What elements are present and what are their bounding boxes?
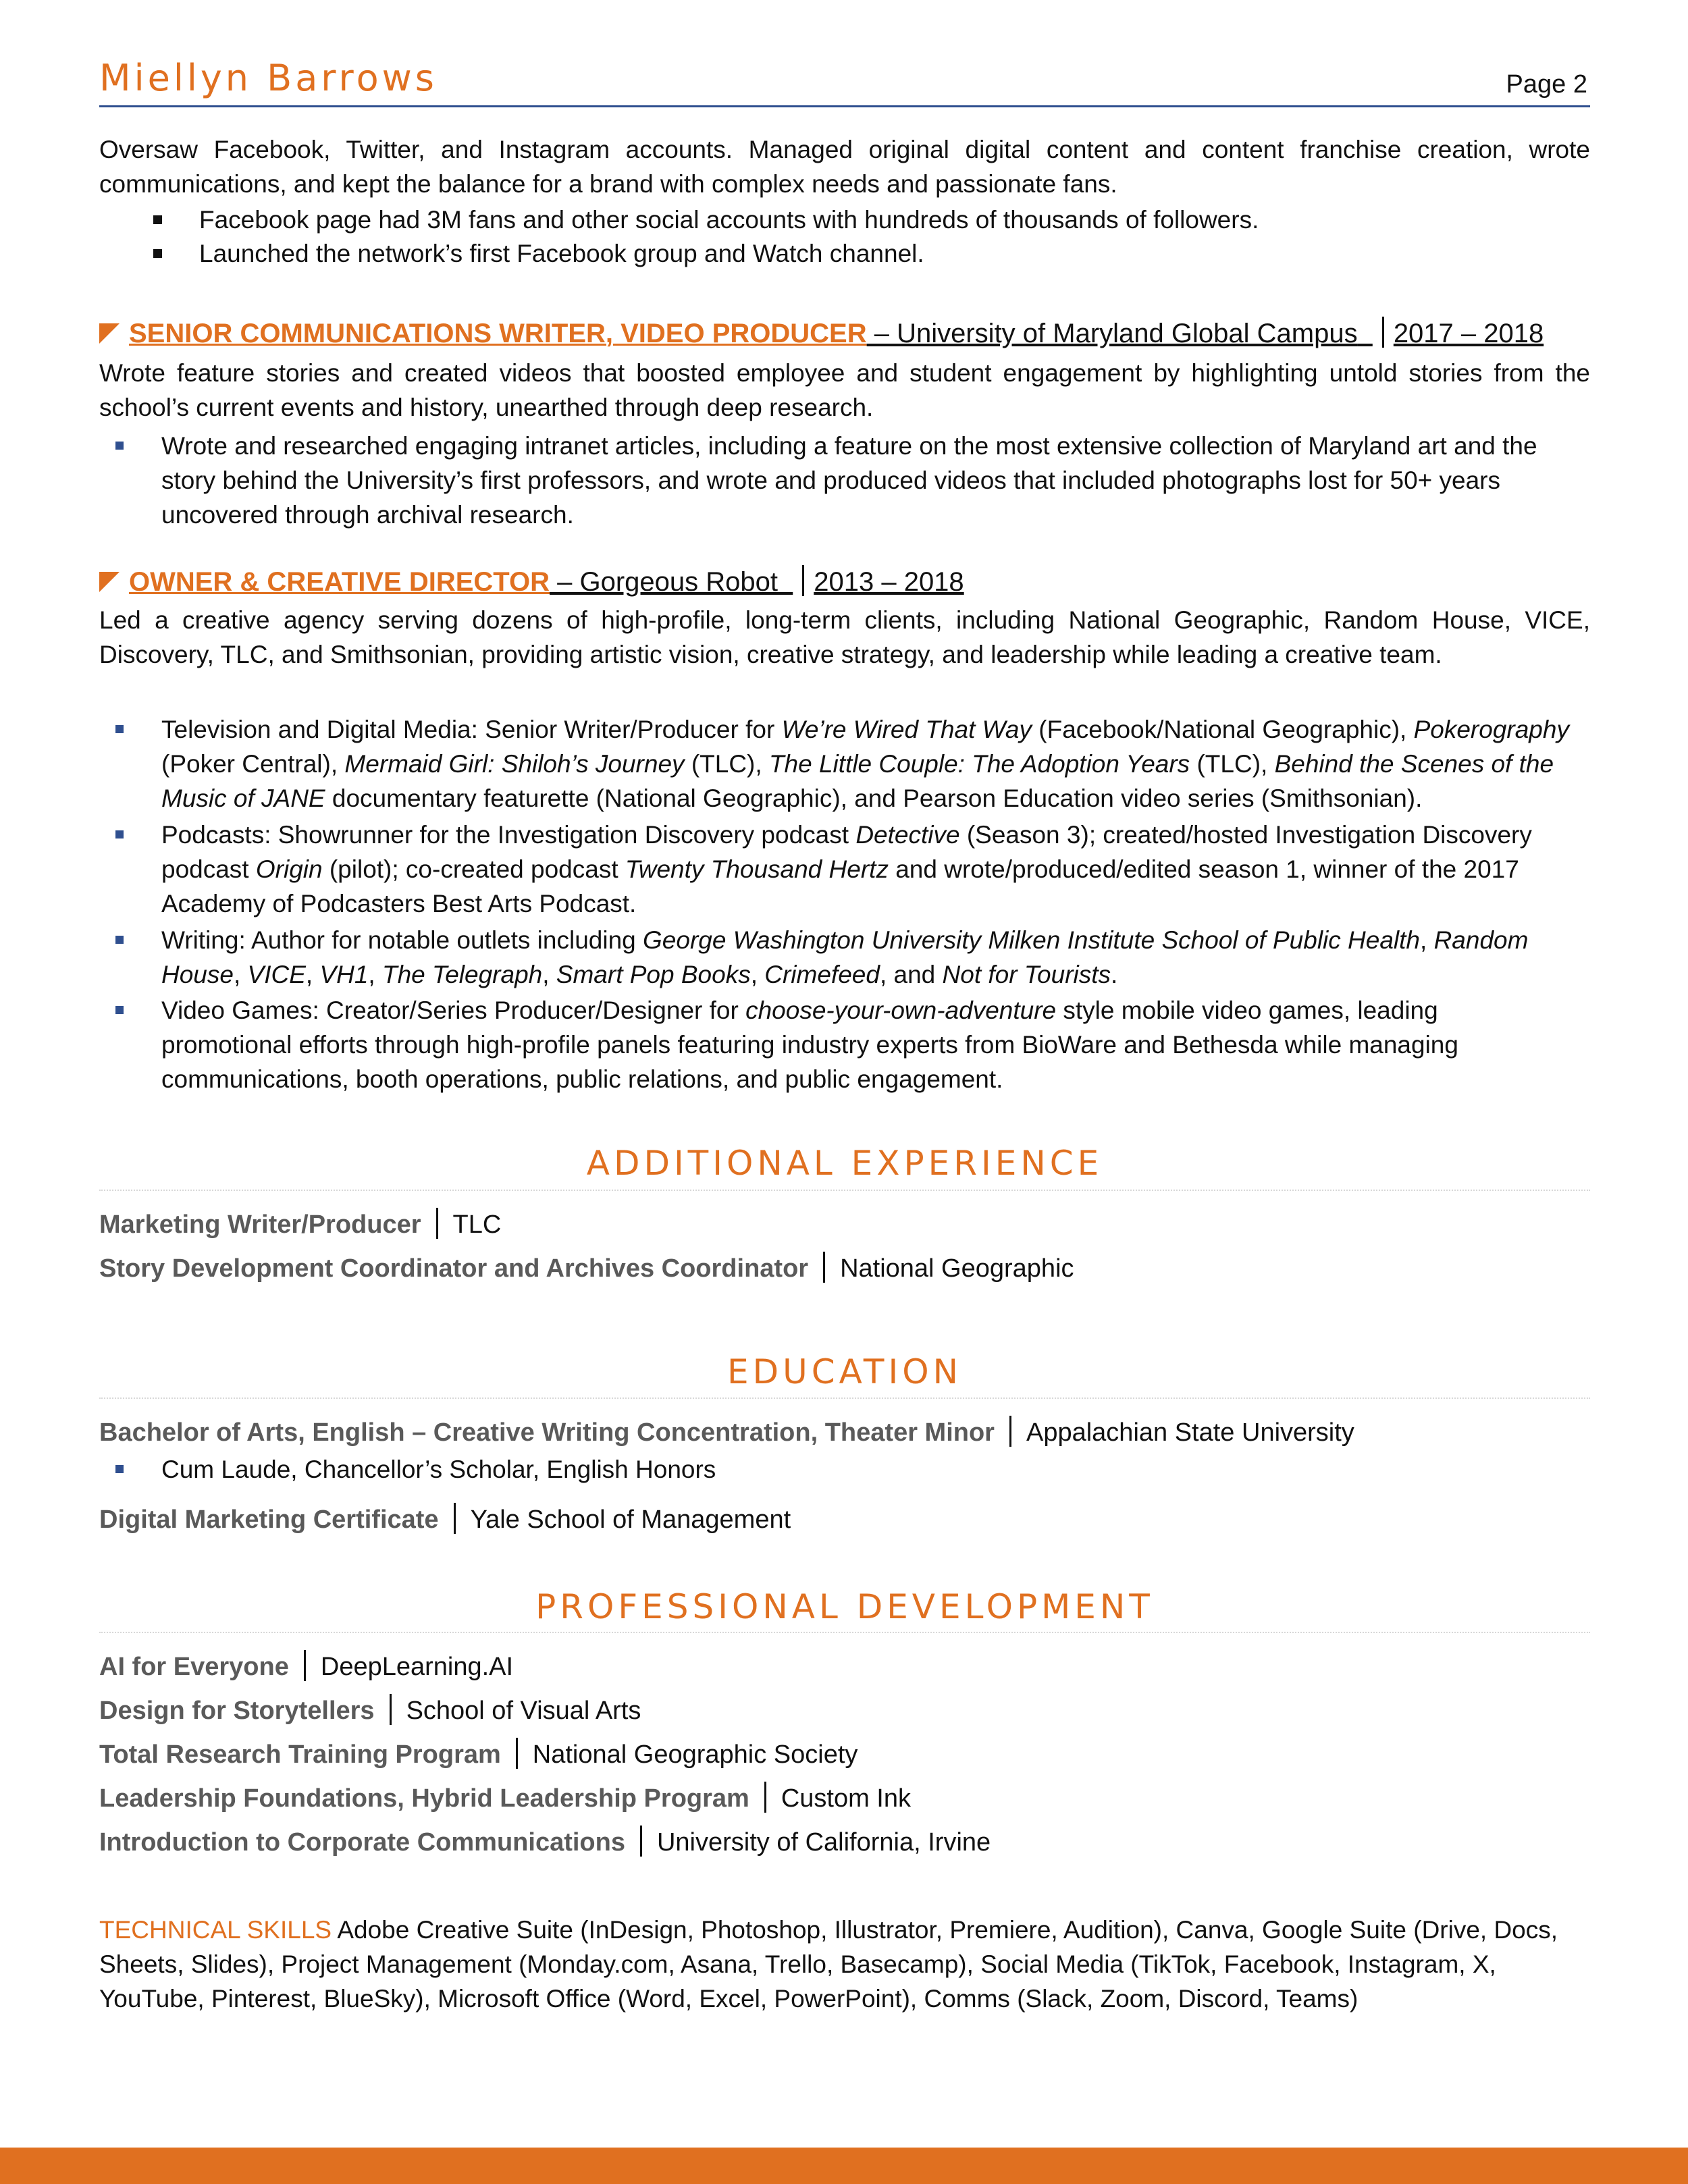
- bullet-text: Cum Laude, Chancellor’s Scholar, English Honors: [161, 1456, 716, 1483]
- bullet-icon: [115, 830, 124, 838]
- job-title: SENIOR COMMUNICATIONS WRITER, VIDEO PRODUCER: [129, 319, 867, 348]
- skills-text: Adobe Creative Suite (InDesign, Photoshop, Illustrator, Premiere, Audition), Canva, Google Suite (Drive, Docs, Sheets, Slides), Project Management (Monday.com, Asana, Trello, Basecamp), Social Media (TikTok, Facebook, Instagram, X, YouTube, Pinterest, BlueSky), Microsoft Office (Word, Excel, PowerPoint), Comms (Slack, Zoom, Discord, Teams): [99, 1916, 1558, 2013]
- bullet-icon: [115, 936, 124, 944]
- development-item: [99, 1693, 641, 1728]
- section-heading-development: PROFESSIONAL DEVELOPMENT: [535, 1587, 1154, 1626]
- job-summary: Led a creative agency serving dozens of high-profile, long-term clients, including National Geographic, Random House, VICE, Discovery, TLC, and Smithsonian, providing artistic vision, creative strategy, and leadership while leading a creative team.: [99, 606, 1590, 668]
- section-heading-additional: ADDITIONAL EXPERIENCE: [586, 1144, 1103, 1183]
- section-divider: [99, 1190, 1590, 1191]
- entry-organization: TLC: [452, 1210, 502, 1239]
- bullet-text: Facebook page had 3M fans and other social accounts with hundreds of thousands of followers.: [199, 206, 1259, 234]
- entry-title: Introduction to Corporate Communications: [99, 1828, 625, 1857]
- section-divider: [99, 1632, 1590, 1633]
- entry-organization: Custom Ink: [781, 1784, 911, 1813]
- education-certificate: [99, 1502, 791, 1537]
- bullet-icon: [115, 442, 124, 450]
- entry-title: Bachelor of Arts, English – Creative Writing Concentration, Theater Minor: [99, 1418, 995, 1447]
- job-organization: – University of Maryland Global Campus: [866, 319, 1358, 348]
- bullet-text: Video Games: Creator/Series Producer/Designer for choose-your-own-adventure style mobile video games, leading promotional efforts through high-profile panels featuring industry experts from BioWare and Bethesda while managing communications, booth operations, public relations, and public engagement.: [161, 996, 1458, 1093]
- entry-organization: School of Visual Arts: [406, 1697, 641, 1725]
- job-years: 2013 – 2018: [814, 567, 964, 597]
- bullet-text: Wrote and researched engaging intranet articles, including a feature on the most extensive collection of Maryland art and the story behind the University’s first professors, and wrote and produced videos that included photographs lost for 50+ years uncovered through archival research.: [161, 432, 1537, 529]
- job-summary: Wrote feature stories and created videos that boosted employee and student engagement by highlighting untold stories from the school’s current events and history, unearthed through deep research.: [99, 359, 1590, 421]
- bullet-icon: [115, 725, 124, 733]
- entry-organization: Appalachian State University: [1026, 1418, 1354, 1447]
- development-item: [99, 1781, 911, 1816]
- bullet-text: Writing: Author for notable outlets including George Washington University Milken Institute School of Public Health, Random House, VICE, VH1, The Telegraph, Smart Pop Books, Crimefeed, and Not for Tourists.: [161, 926, 1529, 988]
- entry-title: Digital Marketing Certificate: [99, 1506, 439, 1534]
- bullet-text: Launched the network’s first Facebook group and Watch channel.: [199, 240, 924, 267]
- bullet-icon: [115, 1006, 124, 1014]
- page-number: Page 2: [1506, 70, 1587, 99]
- candidate-name: Miellyn Barrows: [99, 57, 438, 99]
- flag-icon: [99, 323, 120, 344]
- section-heading-education: EDUCATION: [727, 1352, 962, 1391]
- job-organization: – Gorgeous Robot: [550, 567, 778, 597]
- job-heading: [99, 564, 964, 600]
- bullet-text: Television and Digital Media: Senior Writer/Producer for We’re Wired That Way (Facebook/National Geographic), Pokerography (Poker Central), Mermaid Girl: Shiloh’s Journey (TLC), The Little Couple: The Adoption Years (TLC), Behind the Scenes of the Music of JANE documentary featurette (National Geographic), and Pearson Education video series (Smithsonian).: [161, 716, 1569, 812]
- bullet-icon: [115, 1465, 124, 1473]
- job-heading: [99, 316, 1544, 351]
- development-item: [99, 1825, 991, 1860]
- job-years: 2017 – 2018: [1393, 319, 1544, 348]
- skills-label: TECHNICAL SKILLS: [99, 1916, 332, 1944]
- bullet-text: Podcasts: Showrunner for the Investigation Discovery podcast Detective (Season 3); created/hosted Investigation Discovery podcast Origin (pilot); co-created podcast Twenty Thousand Hertz and wrote/produced/edited season 1, winner of the 2017 Academy of Podcasters Best Arts Podcast.: [161, 821, 1532, 917]
- entry-title: AI for Everyone: [99, 1653, 289, 1681]
- entry-organization: National Geographic: [840, 1254, 1074, 1283]
- flag-icon: [99, 572, 120, 592]
- development-item: [99, 1737, 858, 1772]
- entry-title: Leadership Foundations, Hybrid Leadership Program: [99, 1784, 749, 1813]
- technical-skills: [99, 1913, 1590, 2016]
- entry-organization: University of California, Irvine: [656, 1828, 991, 1857]
- development-item: [99, 1649, 513, 1684]
- entry-title: Design for Storytellers: [99, 1697, 375, 1725]
- bullet-icon: [153, 215, 162, 224]
- entry-title: Story Development Coordinator and Archives Coordinator: [99, 1254, 809, 1283]
- additional-item: [99, 1207, 501, 1242]
- intro-paragraph: Oversaw Facebook, Twitter, and Instagram accounts. Managed original digital content and content franchise creation, wrote communications, and kept the balance for a brand with complex needs and passionate fans.: [99, 136, 1590, 198]
- additional-item: [99, 1251, 1074, 1286]
- entry-title: Total Research Training Program: [99, 1740, 501, 1769]
- entry-organization: DeepLearning.AI: [320, 1653, 514, 1681]
- page-header: [99, 57, 1590, 107]
- entry-title: Marketing Writer/Producer: [99, 1210, 421, 1239]
- bullet-icon: [153, 249, 162, 258]
- footer-bar: [0, 2148, 1688, 2184]
- entry-organization: Yale School of Management: [470, 1506, 791, 1534]
- entry-organization: National Geographic Society: [532, 1740, 858, 1769]
- education-degree: [99, 1415, 1354, 1450]
- section-divider: [99, 1397, 1590, 1399]
- job-title: OWNER & CREATIVE DIRECTOR: [129, 567, 550, 597]
